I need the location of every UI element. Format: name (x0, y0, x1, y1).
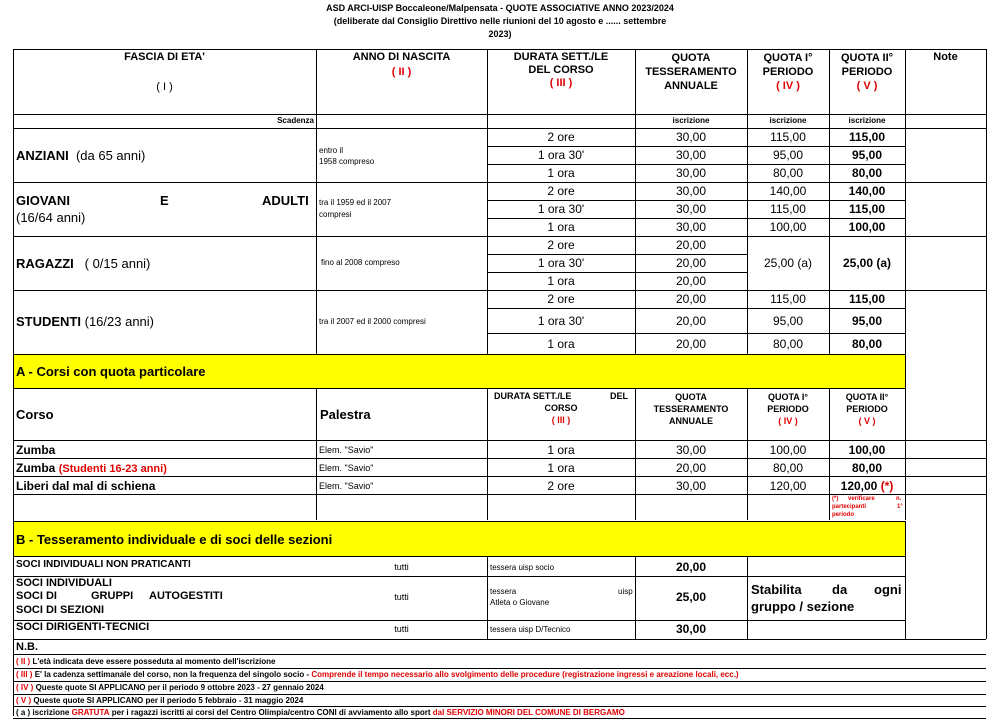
note-l1c: n. (896, 496, 902, 502)
member-type-label: SOCI INDIVIDUALI (16, 577, 112, 589)
q1-header-l1: QUOTA I° (767, 392, 809, 402)
note-text: E' la cadenza settimanale del corso, non la frequenza del singolo socio - (34, 670, 310, 679)
subrow-sep (487, 146, 905, 147)
durata-header-l1a: DURATA SETT./LE (494, 391, 572, 401)
tess-cell: 30,00 (675, 166, 707, 180)
note-iii (16, 670, 739, 679)
stability-note: gruppo / sezione (751, 599, 855, 614)
card-price: 30,00 (675, 622, 707, 636)
note-text: Queste quote SI APPLICANO per il periodo 9 ottobre 2023 - 27 gennaio 2024 (35, 683, 324, 692)
group-range: (16/64 anni) (16, 210, 86, 225)
note-text: ( a ) iscrizione (16, 708, 70, 717)
tess-cell: 20,00 (675, 337, 707, 351)
col-header-tess-l2: TESSERAMENTO (645, 66, 737, 78)
subrow-sep (487, 164, 905, 165)
note-text-red: dal SERVIZIO MINORI DEL COMUNE DI BERGAMO (432, 708, 625, 717)
section-a-q2-header (829, 391, 905, 427)
subrow-sep (487, 200, 905, 201)
col-header-tess-l1: QUOTA (671, 52, 711, 64)
iscrizione-label: iscrizione (769, 116, 807, 125)
group-name: RAGAZZI (16, 256, 74, 271)
note-text-red: Comprende il tempo necessario allo svolgimento delle procedure (registrazione ingressi e areazione locali, ecc.) (311, 670, 739, 679)
iscrizione-label: iscrizione (848, 116, 886, 125)
section-a-tess-header (635, 391, 747, 427)
note-text: per i ragazzi iscritti ai corsi del Centro Olimpia/centro CONI di avviamento allo sport (111, 708, 431, 717)
quota1-cell: 80,00 (772, 461, 804, 475)
row-sep (13, 182, 986, 183)
tess-header-l2: TESSERAMENTO (653, 404, 729, 414)
note-tag: ( V ) (16, 696, 32, 705)
tess-cell: 20,00 (675, 461, 707, 475)
row-sep (13, 494, 986, 495)
quota2-cell: 100,00 (848, 443, 886, 457)
tess-cell: 30,00 (675, 220, 707, 234)
col-header-durata-l1: DURATA SETT./LE (513, 51, 609, 63)
member-type-label: SOCI DI SEZIONI (16, 604, 105, 616)
row-sep (13, 114, 986, 115)
durata-cell: 1 ora (547, 220, 575, 234)
header-line-3: 2023) (488, 29, 512, 39)
group-studenti-label (16, 314, 154, 329)
row-sep (13, 668, 986, 669)
header-line-2: (deliberate dal Consiglio Direttivo nelle riunioni del 10 agosto e ...... settembre (333, 16, 667, 26)
col-sep (905, 557, 906, 639)
row-sep (13, 576, 905, 577)
row-sep (13, 718, 986, 719)
section-a-title: A - Corsi con quota particolare (16, 364, 206, 379)
col-header-q2-l2: PERIODO (841, 66, 893, 78)
note-text: L'età indicata deve essere posseduta al momento dell'iscrizione (32, 657, 276, 666)
palestra-cell: Elem. "Savio" (319, 463, 374, 473)
row-sep (13, 706, 986, 707)
note-tag: ( IV ) (16, 683, 34, 692)
member-who: tutti (394, 592, 409, 602)
durata-cell: 2 ore (547, 184, 575, 198)
quota2-cell (829, 479, 905, 493)
tess-header-l1: QUOTA (675, 392, 707, 402)
col-header-q2-l1: QUOTA II° (840, 52, 894, 64)
card-type: tessera uisp D/Tecnico (490, 625, 571, 634)
palestra-cell: Elem. "Savio" (319, 445, 374, 455)
note-l1a: (*) (832, 496, 839, 502)
note-tag: ( III ) (16, 670, 33, 679)
quota1-cell: 115,00 (770, 292, 806, 306)
document-header (0, 2, 1000, 41)
note-text: Queste quote SI APPLICANO per il periodo 5 febbraio - 31 maggio 2024 (33, 696, 304, 705)
corso-extra: (Studenti 16-23 anni) (58, 463, 167, 475)
group-name-mid: E (160, 193, 169, 208)
quota2-value: 120,00 (840, 479, 878, 493)
group-anziani-label (16, 148, 145, 163)
birth-line-1: entro il (319, 146, 344, 155)
quota2-cell: 25,00 (a) (842, 256, 892, 270)
row-sep (13, 681, 986, 682)
quota1-cell: 120,00 (769, 479, 807, 493)
note-l1b: verificare (848, 496, 875, 502)
note-v (16, 696, 303, 705)
col-sep (905, 389, 906, 520)
group-range: (16/23 anni) (84, 314, 155, 329)
subrow-sep (487, 254, 747, 255)
col-header-durata (487, 51, 635, 90)
quota2-cell: 115,00 (848, 130, 886, 144)
stability-note: da (832, 582, 848, 597)
group-name-end: ADULTI (262, 193, 309, 208)
tess-cell: 30,00 (675, 148, 707, 162)
durata-cell: 2 ore (547, 479, 575, 493)
stability-note: ogni (874, 582, 902, 597)
q2-header-l1: QUOTA II° (845, 392, 889, 402)
quota2-cell: 95,00 (851, 148, 883, 162)
tess-cell: 30,00 (675, 443, 707, 457)
member-type-label: SOCI INDIVIDUALI NON PRATICANTI (16, 559, 191, 570)
quota1-cell: 100,00 (769, 220, 807, 234)
group-name: ANZIANI (16, 148, 69, 163)
corso-cell: Liberi dal mal di schiena (16, 479, 156, 493)
corso-name: Zumba (16, 461, 56, 475)
row-sep (13, 639, 986, 640)
quota1-cell: 80,00 (772, 166, 804, 180)
subrow-sep (487, 333, 905, 334)
group-anziani-birth (319, 145, 374, 167)
group-giovani-birth (319, 197, 391, 221)
durata-cell: 1 ora (547, 274, 575, 288)
durata-cell: 2 ore (547, 238, 575, 252)
scadenza-label: Scadenza (277, 116, 314, 125)
note-a (16, 708, 625, 717)
row-sep (13, 694, 986, 695)
quota1-cell: 115,00 (770, 202, 806, 216)
durata-cell: 1 ora (547, 166, 575, 180)
quota1-cell: 100,00 (769, 443, 807, 457)
col-header-anno-num: ( II ) (391, 66, 412, 78)
group-name: STUDENTI (16, 314, 81, 329)
q1-header-num: ( IV ) (778, 416, 798, 426)
col-header-q1-l2: PERIODO (762, 66, 814, 78)
quota2-cell: 115,00 (848, 292, 886, 306)
group-name: GIOVANI (16, 193, 70, 208)
quota1-cell: 25,00 (a) (763, 256, 813, 270)
member-type-label: SOCI DIRIGENTI-TECNICI (16, 621, 150, 633)
col-header-note: Note (933, 51, 958, 63)
durata-cell: 1 ora (547, 443, 575, 457)
member-who: tutti (394, 624, 409, 634)
durata-header-num: ( III ) (551, 415, 571, 425)
table-border-right (986, 49, 987, 639)
member-type-label: AUTOGESTITI (149, 590, 223, 602)
quota2-cell: 80,00 (851, 166, 883, 180)
col-header-tesseramento (635, 51, 747, 93)
card-type: uisp (618, 587, 633, 596)
col-header-fascia-num: ( I ) (156, 81, 173, 93)
tess-cell: 20,00 (675, 238, 707, 252)
birth-line-2: compresi (319, 210, 352, 219)
durata-cell: 1 ora 30' (537, 148, 585, 162)
col-header-q1-l1: QUOTA I° (763, 52, 813, 64)
group-ragazzi-birth: fino al 2008 compreso (321, 258, 400, 267)
q2-header-l2: PERIODO (846, 404, 888, 414)
note-tag: ( II ) (16, 657, 31, 666)
q1-header-l2: PERIODO (767, 404, 809, 414)
section-a-palestra-header: Palestra (320, 407, 371, 422)
durata-cell: 1 ora 30' (537, 202, 585, 216)
tess-cell: 20,00 (675, 256, 707, 270)
note-iv (16, 683, 324, 692)
group-range: (da 65 anni) (75, 148, 146, 163)
note-ii (16, 657, 275, 666)
quota1-cell: 140,00 (769, 184, 807, 198)
tess-cell: 30,00 (675, 130, 707, 144)
quota2-cell: 95,00 (851, 314, 883, 328)
quota1-cell: 80,00 (772, 337, 804, 351)
col-header-quota-1 (747, 51, 829, 93)
section-a-q1-header (747, 391, 829, 427)
col-sep (905, 49, 906, 354)
card-price: 20,00 (675, 560, 707, 574)
card-type: Atleta o Giovane (490, 598, 550, 607)
quota1-cell: 95,00 (772, 314, 804, 328)
header-line-1: ASD ARCI-UISP Boccaleone/Malpensata - QUOTE ASSOCIATIVE ANNO 2023/2024 (326, 3, 674, 13)
row-sep (13, 290, 986, 291)
tess-cell: 20,00 (675, 314, 707, 328)
note-l3: periodo (832, 512, 854, 518)
col-header-quota-2 (829, 51, 905, 93)
row-sep (13, 128, 986, 129)
section-a-corso-header: Corso (16, 407, 54, 422)
table-border-top (13, 49, 986, 50)
member-who: tutti (394, 562, 409, 572)
durata-header-l2: CORSO (544, 403, 578, 413)
quota2-cell: 115,00 (848, 202, 886, 216)
durata-cell: 2 ore (547, 292, 575, 306)
durata-cell: 1 ora 30' (537, 314, 585, 328)
col-sep (747, 557, 748, 639)
group-range: ( 0/15 anni) (84, 256, 151, 271)
iscrizione-label: iscrizione (672, 116, 710, 125)
durata-cell: 1 ora (547, 337, 575, 351)
quota1-cell: 115,00 (770, 130, 806, 144)
quota2-cell: 140,00 (848, 184, 886, 198)
col-sep (316, 389, 317, 520)
row-sep (13, 476, 986, 477)
quota2-cell: 100,00 (848, 220, 886, 234)
note-text-red: GRATUTA (71, 708, 110, 717)
tess-cell: 20,00 (675, 274, 707, 288)
durata-header-l1b: DEL (610, 391, 628, 401)
row-sep (13, 458, 986, 459)
tess-header-l3: ANNUALE (669, 416, 713, 426)
subrow-sep (487, 272, 747, 273)
durata-cell: 1 ora (547, 461, 575, 475)
stability-note: Stabilita (751, 582, 802, 597)
col-header-anno: ANNO DI NASCITA (352, 51, 451, 63)
section-b-title: B - Tesseramento individuale e di soci delle sezioni (16, 532, 333, 547)
group-ragazzi-label (16, 256, 150, 271)
quota2-cell: 80,00 (851, 337, 883, 351)
group-studenti-birth: tra il 2007 ed il 2000 compresi (319, 317, 426, 326)
row-sep (13, 236, 986, 237)
col-header-fascia: FASCIA DI ETA' (124, 51, 205, 63)
note-l2a: partecipanti (832, 504, 867, 510)
birth-line-2: 1958 compreso (319, 157, 375, 166)
tess-cell: 30,00 (675, 184, 707, 198)
corso-cell: Zumba (16, 443, 56, 457)
col-header-tess-l3: ANNUALE (664, 80, 718, 92)
palestra-cell: Elem. "Savio" (319, 481, 374, 491)
nb-label: N.B. (16, 641, 38, 653)
q2-header-num: ( V ) (858, 416, 876, 426)
member-type-label: GRUPPI (91, 590, 134, 602)
note-l2b: 1° (897, 504, 903, 510)
birth-line-1: tra il 1959 ed il 2007 (319, 198, 392, 207)
tess-cell: 20,00 (675, 292, 707, 306)
col-sep (487, 557, 488, 639)
card-type: tessera uisp socio (490, 563, 555, 572)
tess-cell: 30,00 (675, 479, 707, 493)
row-sep (13, 440, 986, 441)
verify-mark: (*) (880, 479, 894, 493)
subrow-sep (487, 308, 905, 309)
card-price: 25,00 (675, 590, 707, 604)
row-sep (13, 654, 986, 655)
col-header-q1-num: ( IV ) (776, 80, 800, 92)
quota1-cell: 95,00 (772, 148, 804, 162)
durata-cell: 2 ore (547, 130, 575, 144)
col-header-durata-l2: DEL CORSO (528, 64, 594, 76)
col-header-q2-num: ( V ) (856, 80, 878, 92)
col-sep (316, 49, 317, 354)
card-type: tessera (490, 587, 517, 596)
col-header-durata-num: ( III ) (549, 77, 573, 89)
subrow-sep (487, 218, 905, 219)
tess-cell: 30,00 (675, 202, 707, 216)
durata-cell: 1 ora 30' (537, 256, 585, 270)
quota2-cell: 80,00 (851, 461, 883, 475)
corso-cell (16, 461, 167, 475)
member-type-label: SOCI DI (16, 590, 57, 602)
